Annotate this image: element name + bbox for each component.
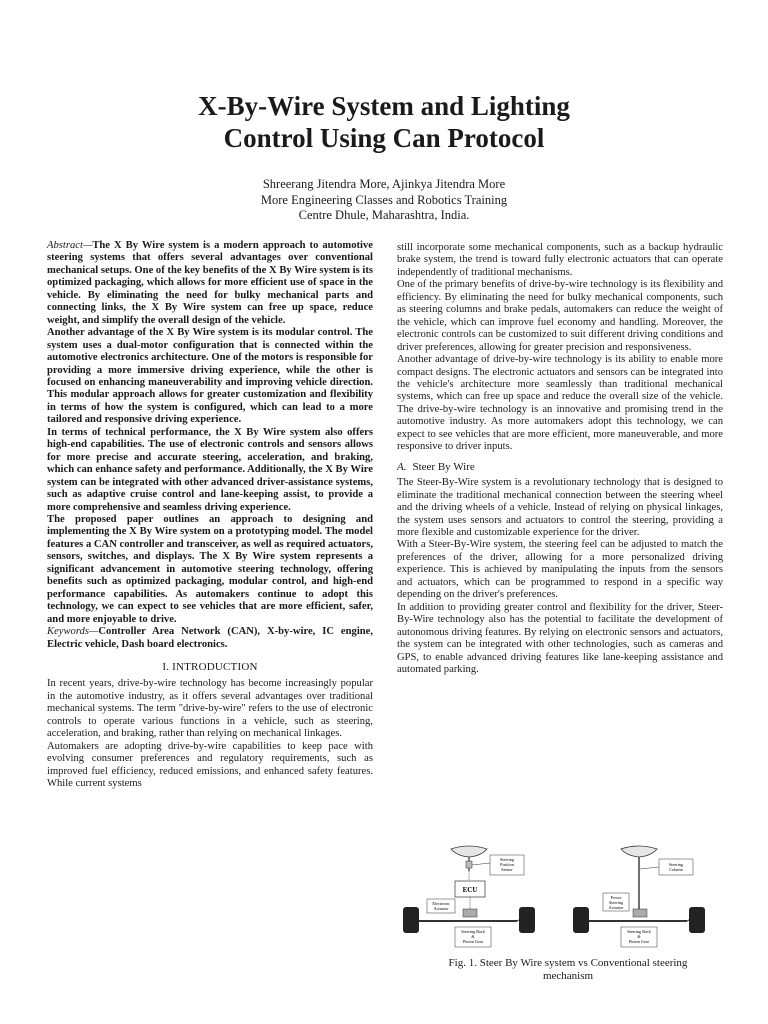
position-sensor-block bbox=[466, 861, 472, 868]
subsection-letter: A. bbox=[397, 460, 407, 473]
power-label-1: Power bbox=[610, 895, 622, 900]
caption-line-2: mechanism bbox=[542, 970, 594, 982]
right-column bbox=[397, 242, 723, 676]
steering-wheel-icon bbox=[621, 846, 657, 857]
abstract-paragraph-2: Another advantage of the X By Wire system is its modular control. The system uses a dual-motor configuration that is connected within the automotive electronics architecture. One of the motors is responsible for providing a more immersive driving experience, while the other is focused on enhancing maneuverability and improving vehicle direction. This modular approach allows for greater customization and flexibility in terms of how the system is configured, which can lead to a more tailored and responsive driving experience. bbox=[47, 327, 373, 426]
intro-paragraph-4: Another advantage of drive-by-wire technology is its ability to enable more compact designs. The electronic actuators and sensors can be integrated into the vehicle's architecture more seamlessly than traditional mechanical systems, which can free up space and reduce the overall size of the vehicle. The drive-by-wire technology is an innovative and promising trend in the automotive industry. As more automakers adopt this technology, we can expect to see vehicles that are more efficient, more maneuverable, and more responsive to driver inputs. bbox=[397, 354, 723, 453]
intro-paragraph-2: Automakers are adopting drive-by-wire capabilities to keep pace with evolving consumer preferences and regulatory requirements, such as improved fuel efficiency, reduced emissions, and enhanced safety features. While current systems bbox=[47, 740, 373, 790]
rack-label-2: & bbox=[637, 934, 641, 939]
abstract-lead: Abstract— bbox=[47, 240, 93, 251]
rack-label-1: Steering Rack bbox=[461, 929, 485, 934]
section-heading-introduction: I. INTRODUCTION bbox=[162, 660, 258, 673]
left-front-tire bbox=[403, 907, 419, 933]
intro-paragraph-2-continued: still incorporate some mechanical components, such as a backup hydraulic brake system, the trend is toward fully electronic actuators that can operate independently of traditional mechanisms. bbox=[397, 242, 723, 278]
steer-paragraph-2: With a Steer-By-Wire system, the steering feel can be adjusted to match the preferences of the driver, allowing for a more personalized driving experience. This is achieved by manipulating the inputs from the sensors and actuators, which can be programmed to respond in a specific way depending on the driver's preferences. bbox=[397, 539, 723, 601]
right-front-tire bbox=[689, 907, 705, 933]
keywords-lead: Keywords— bbox=[47, 626, 99, 638]
steer-by-wire-diagram bbox=[403, 846, 535, 947]
actuator-label-2: Actuator bbox=[433, 906, 449, 911]
keywords-text: Controller Area Network (CAN), X-by-wire, IC engine, Electric vehicle, Dash board electronics. bbox=[47, 626, 373, 650]
abstract-p1-text: The X By Wire system is a modern approach to automotive steering systems that offers several advantages over conventional mechanical setups. One of the key benefits of the X By Wire system is its optimized packaging, which allows for more efficient use of space in the vehicle. By eliminating the need for bulky mechanical parts and connecting links, the X By Wire system can free up space, reduce weight, and simplify the overall design of the vehicle. bbox=[47, 240, 373, 326]
title-line-2: Control Using Can Protocol bbox=[223, 123, 545, 153]
rack-label-3: Pinion Gear bbox=[628, 939, 650, 944]
column-label-2: Column bbox=[669, 867, 683, 872]
author-names: Shreerang Jitendra More, Ajinkya Jitendra More bbox=[262, 177, 506, 191]
ecu-label: ECU bbox=[462, 886, 478, 894]
figure-caption bbox=[418, 957, 718, 983]
abstract-paragraph-1 bbox=[47, 240, 373, 327]
author-affiliation: More Engineering Classes and Robotics Training bbox=[260, 192, 508, 207]
column-leader bbox=[640, 867, 659, 869]
column-label-1: Steering bbox=[669, 862, 683, 867]
actuator-label-1: Electronic bbox=[432, 901, 450, 906]
title-line-1: X-By-Wire System and Lighting bbox=[198, 91, 570, 121]
power-label-3: Actuator bbox=[608, 905, 624, 910]
author-location: Centre Dhule, Maharashtra, India. bbox=[298, 208, 470, 222]
rack-label-2: & bbox=[471, 934, 475, 939]
power-steering-actuator-block bbox=[633, 909, 647, 917]
abstract-paragraph-4: The proposed paper outlines an approach to designing and implementing the X By Wire system on a prototyping model. The model features a CAN controller and transceiver, as well as required actuators, sensors, switches, and displays. The X By Wire system represents a significant advancement in automotive steering technology, offering benefits such as optimized packaging, modular control, and high-end performance capabilities. As automakers continue to adopt this technology, we can expect to see vehicles that are more efficient, safer, and more enjoyable to drive. bbox=[47, 513, 373, 625]
abstract-paragraph-3: In terms of technical performance, the X By Wire system also offers high-end capabilities. The use of electronic controls and sensors allows for more precise and accurate steering, acceleration, and braking, which can enhance safety and performance. Additionally, the X By Wire system can be integrated with other advanced driver-assistance systems, such as adaptive cruise control and lane-keeping assist, to provide a more comprehensive and seamless driving experience. bbox=[47, 426, 373, 513]
steer-paragraph-3: In addition to providing greater control and flexibility for the driver, Steer-By-Wire technology also has the potential to facilitate the development of autonomous driving features. By relying on electronic sensors and actuators, the system can be integrated with other technologies, such as cameras and GPS, to enable advanced driving features like lane-keeping assistance and automated parking. bbox=[397, 601, 723, 675]
subsection-title: Steer By Wire bbox=[412, 460, 475, 473]
conventional-steering-diagram bbox=[573, 846, 705, 947]
keywords bbox=[47, 626, 373, 651]
sensor-label-1: Steering bbox=[500, 857, 514, 862]
intro-paragraph-1: In recent years, drive-by-wire technology has become increasingly popular in the automotive industry, as it offers several advantages over traditional mechanical systems. The term "drive-by-wire" refers to the use of electronic controls to operate various functions in a vehicle, such as steering, acceleration, and braking, rather than relying on mechanical linkages. bbox=[47, 678, 373, 740]
electronic-actuator-block bbox=[463, 909, 477, 917]
sensor-leader bbox=[472, 863, 490, 865]
intro-paragraph-3: One of the primary benefits of drive-by-wire technology is its flexibility and efficiency. By eliminating the need for bulky mechanical components, such as steering columns and brake pedals, automakers can reduce the weight of the vehicle, which can improve fuel economy and handling. Moreover, the electronic controls can be customized to suit different driving conditions and driver preferences, allowing for greater precision and responsiveness. bbox=[397, 279, 723, 353]
steering-comparison-figure bbox=[397, 843, 727, 955]
steering-wheel-icon bbox=[451, 846, 487, 857]
right-front-tire bbox=[519, 907, 535, 933]
author-block bbox=[0, 177, 768, 224]
left-front-tire bbox=[573, 907, 589, 933]
left-column bbox=[47, 240, 373, 790]
sensor-label-3: Sensor bbox=[501, 867, 513, 872]
rack-label-3: Pinion Gear bbox=[462, 939, 484, 944]
subsection-heading-steer-by-wire bbox=[397, 461, 723, 473]
caption-line-1: Fig. 1. Steer By Wire system vs Conventional steering bbox=[448, 957, 688, 969]
paper-title bbox=[0, 90, 768, 154]
power-label-2: Steering bbox=[609, 900, 623, 905]
sensor-label-2: Position bbox=[500, 862, 514, 867]
abstract bbox=[47, 240, 373, 651]
steer-paragraph-1: The Steer-By-Wire system is a revolutionary technology that is designed to eliminate the traditional mechanical connection between the steering wheel and the driving wheels of a vehicle. Instead of relying on physical linkages, the system uses sensors and actuators to control the steering, providing a more flexible and customizable experience for the driver. bbox=[397, 477, 723, 538]
rack-label-1: Steering Rack bbox=[627, 929, 651, 934]
